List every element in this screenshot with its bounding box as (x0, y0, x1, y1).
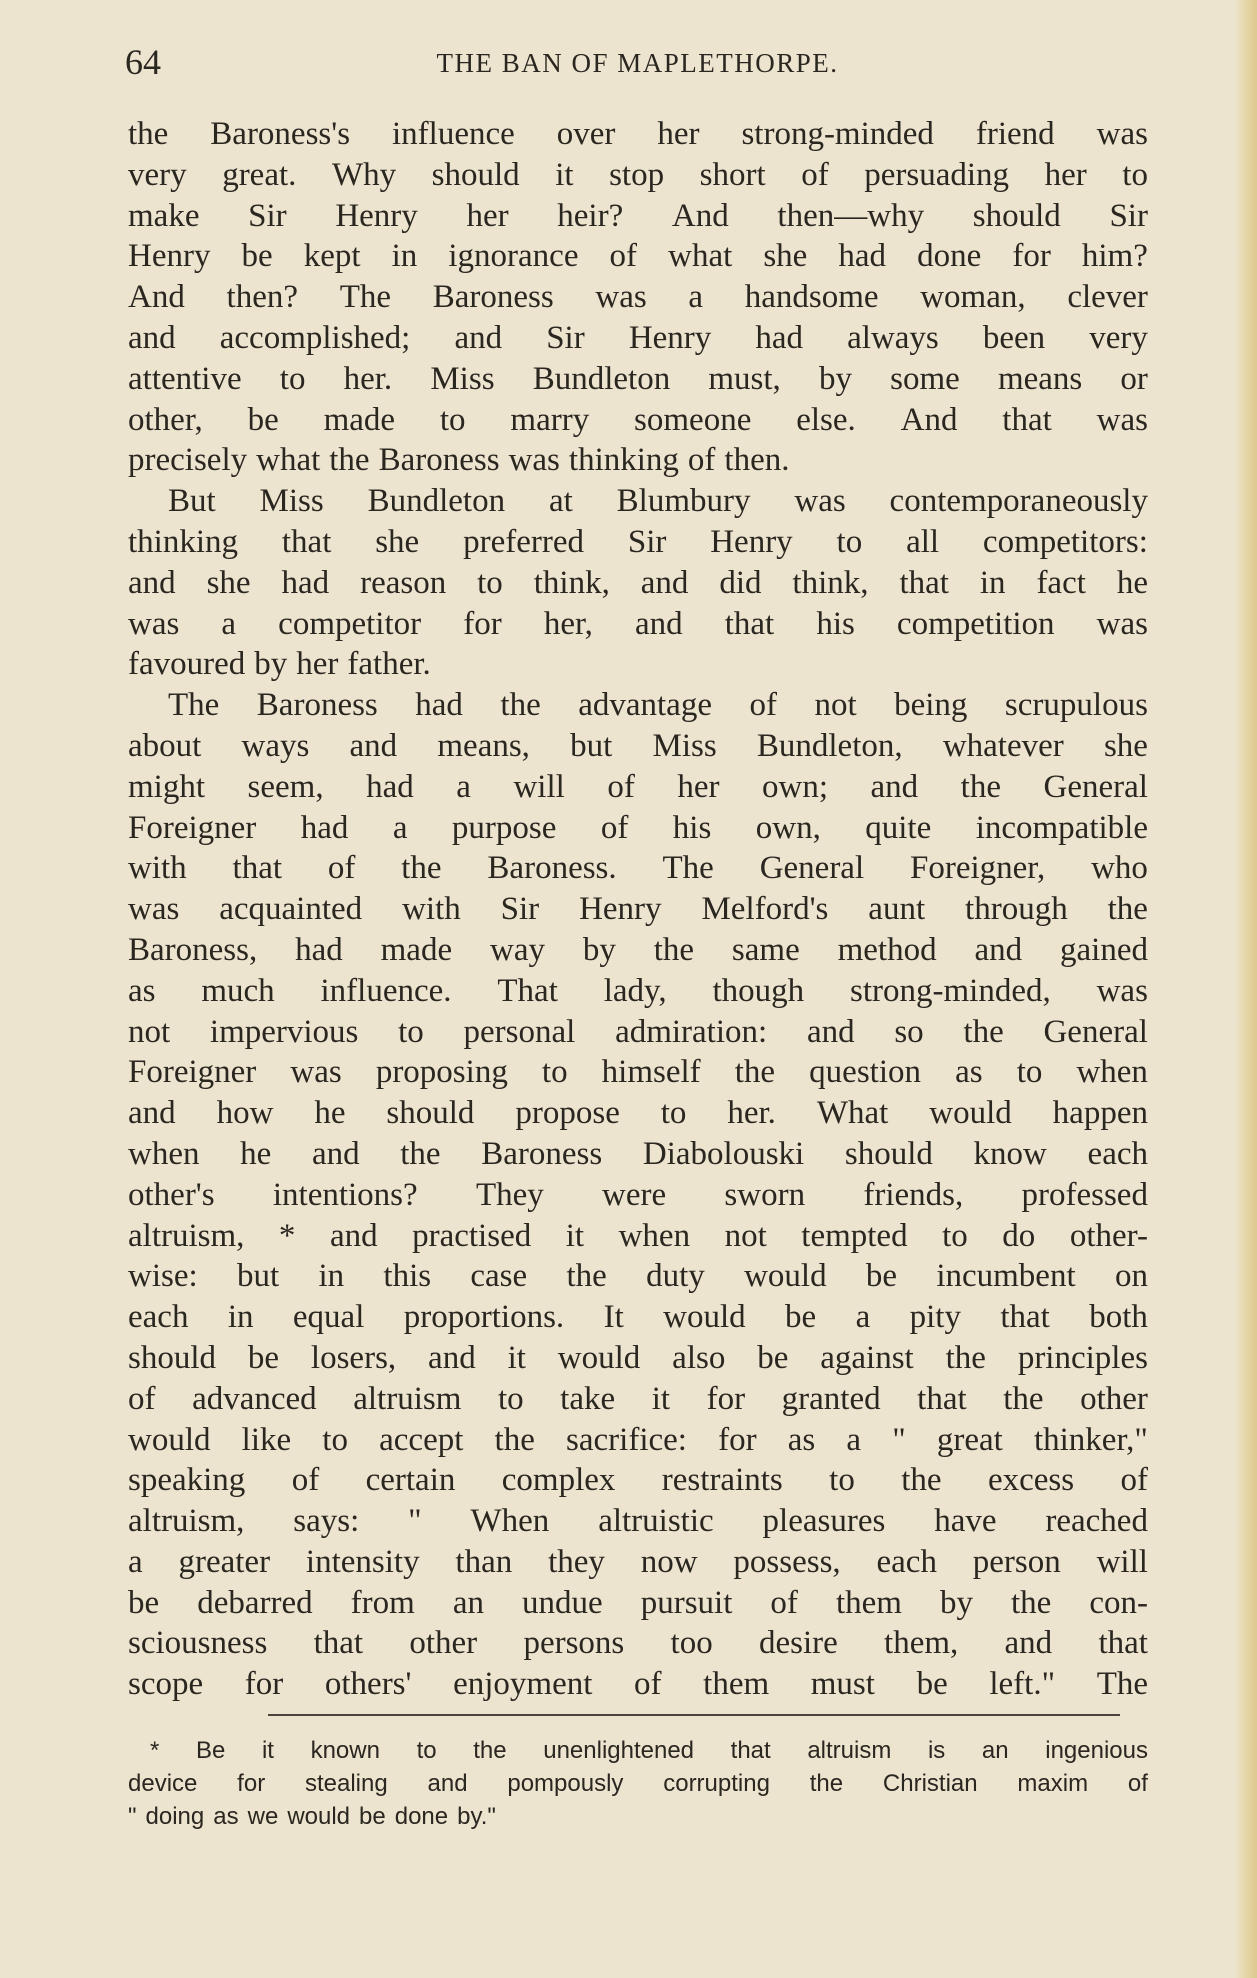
text-line: Foreigner was proposing to himself the question as to when (128, 1054, 1148, 1091)
footnote-line: " doing as we would be done by." (128, 1803, 496, 1830)
text-line: was a competitor for her, and that his competition was (128, 605, 1148, 642)
text-line: wise: but in this case the duty would be incumbent on (128, 1258, 1148, 1295)
text-line: But Miss Bundleton at Blumbury was contemporaneously (168, 483, 1148, 520)
text-line: Foreigner had a purpose of his own, quite incompatible (128, 809, 1148, 846)
text-line: The Baroness had the advantage of not being scrupulous (168, 687, 1148, 724)
footnote (128, 1734, 1148, 1833)
text-line: altruism, says: " When altruistic pleasures have reached (128, 1503, 1148, 1540)
text-line: Henry be kept in ignorance of what she had done for him? (128, 238, 1148, 275)
text-line: each in equal proportions. It would be a pity that both (128, 1299, 1148, 1336)
text-line: was acquainted with Sir Henry Melford's aunt through the (128, 891, 1148, 928)
text-line: very great. Why should it stop short of persuading her to (128, 156, 1148, 193)
text-line: scope for others' enjoyment of them must be left." The (128, 1666, 1148, 1703)
running-title: THE BAN OF MAPLETHORPE. (436, 48, 839, 78)
text-line: about ways and means, but Miss Bundleton, whatever she (128, 727, 1148, 764)
text-line: as much influence. That lady, though strong-minded, was (128, 972, 1148, 1009)
text-line: might seem, had a will of her own; and the General (128, 768, 1148, 805)
text-line: favoured by her father. (128, 646, 431, 683)
text-line: not impervious to personal admiration: and so the General (128, 1013, 1148, 1050)
text-line: when he and the Baroness Diabolouski should know each (128, 1135, 1148, 1172)
text-line: a greater intensity than they now possess, each person will (128, 1543, 1148, 1580)
text-line: would like to accept the sacrifice: for as a " great thinker," (128, 1421, 1148, 1458)
text-line: be debarred from an undue pursuit of them by the con- (128, 1584, 1148, 1621)
text-line: should be losers, and it would also be against the principles (128, 1339, 1148, 1376)
text-line: the Baroness's influence over her strong-minded friend was (128, 116, 1148, 152)
running-header (125, 40, 1150, 84)
text-line: sciousness that other persons too desire them, and that (128, 1625, 1148, 1662)
text-line: and accomplished; and Sir Henry had always been very (128, 319, 1148, 356)
page-edge (1235, 0, 1257, 1978)
text-line: of advanced altruism to take it for granted that the other (128, 1380, 1148, 1417)
text-line: thinking that she preferred Sir Henry to all competitors: (128, 523, 1148, 560)
footnote-rule (268, 1714, 1120, 1716)
body-text (128, 114, 1148, 1705)
text-line: make Sir Henry her heir? And then—why should Sir (128, 197, 1148, 234)
footnote-line: device for stealing and pompously corrupting the Christian maxim of (128, 1770, 1148, 1797)
footnote-line: * Be it known to the unenlightened that altruism is an ingenious (150, 1737, 1148, 1764)
text-line: with that of the Baroness. The General Foreigner, who (128, 850, 1148, 887)
text-line: other, be made to marry someone else. And that was (128, 401, 1148, 438)
text-line: and she had reason to think, and did think, that in fact he (128, 564, 1148, 601)
text-line: other's intentions? They were sworn friends, professed (128, 1176, 1148, 1213)
text-line: speaking of certain complex restraints to the excess of (128, 1462, 1148, 1499)
text-line: attentive to her. Miss Bundleton must, by some means or (128, 360, 1148, 397)
page-number: 64 (125, 42, 161, 82)
text-line: altruism, * and practised it when not tempted to do other- (128, 1217, 1148, 1254)
text-line: And then? The Baroness was a handsome woman, clever (128, 279, 1148, 316)
text-line: precisely what the Baroness was thinking of then. (128, 442, 790, 479)
text-line: and how he should propose to her. What would happen (128, 1095, 1148, 1132)
text-line: Baroness, had made way by the same method and gained (128, 931, 1148, 968)
